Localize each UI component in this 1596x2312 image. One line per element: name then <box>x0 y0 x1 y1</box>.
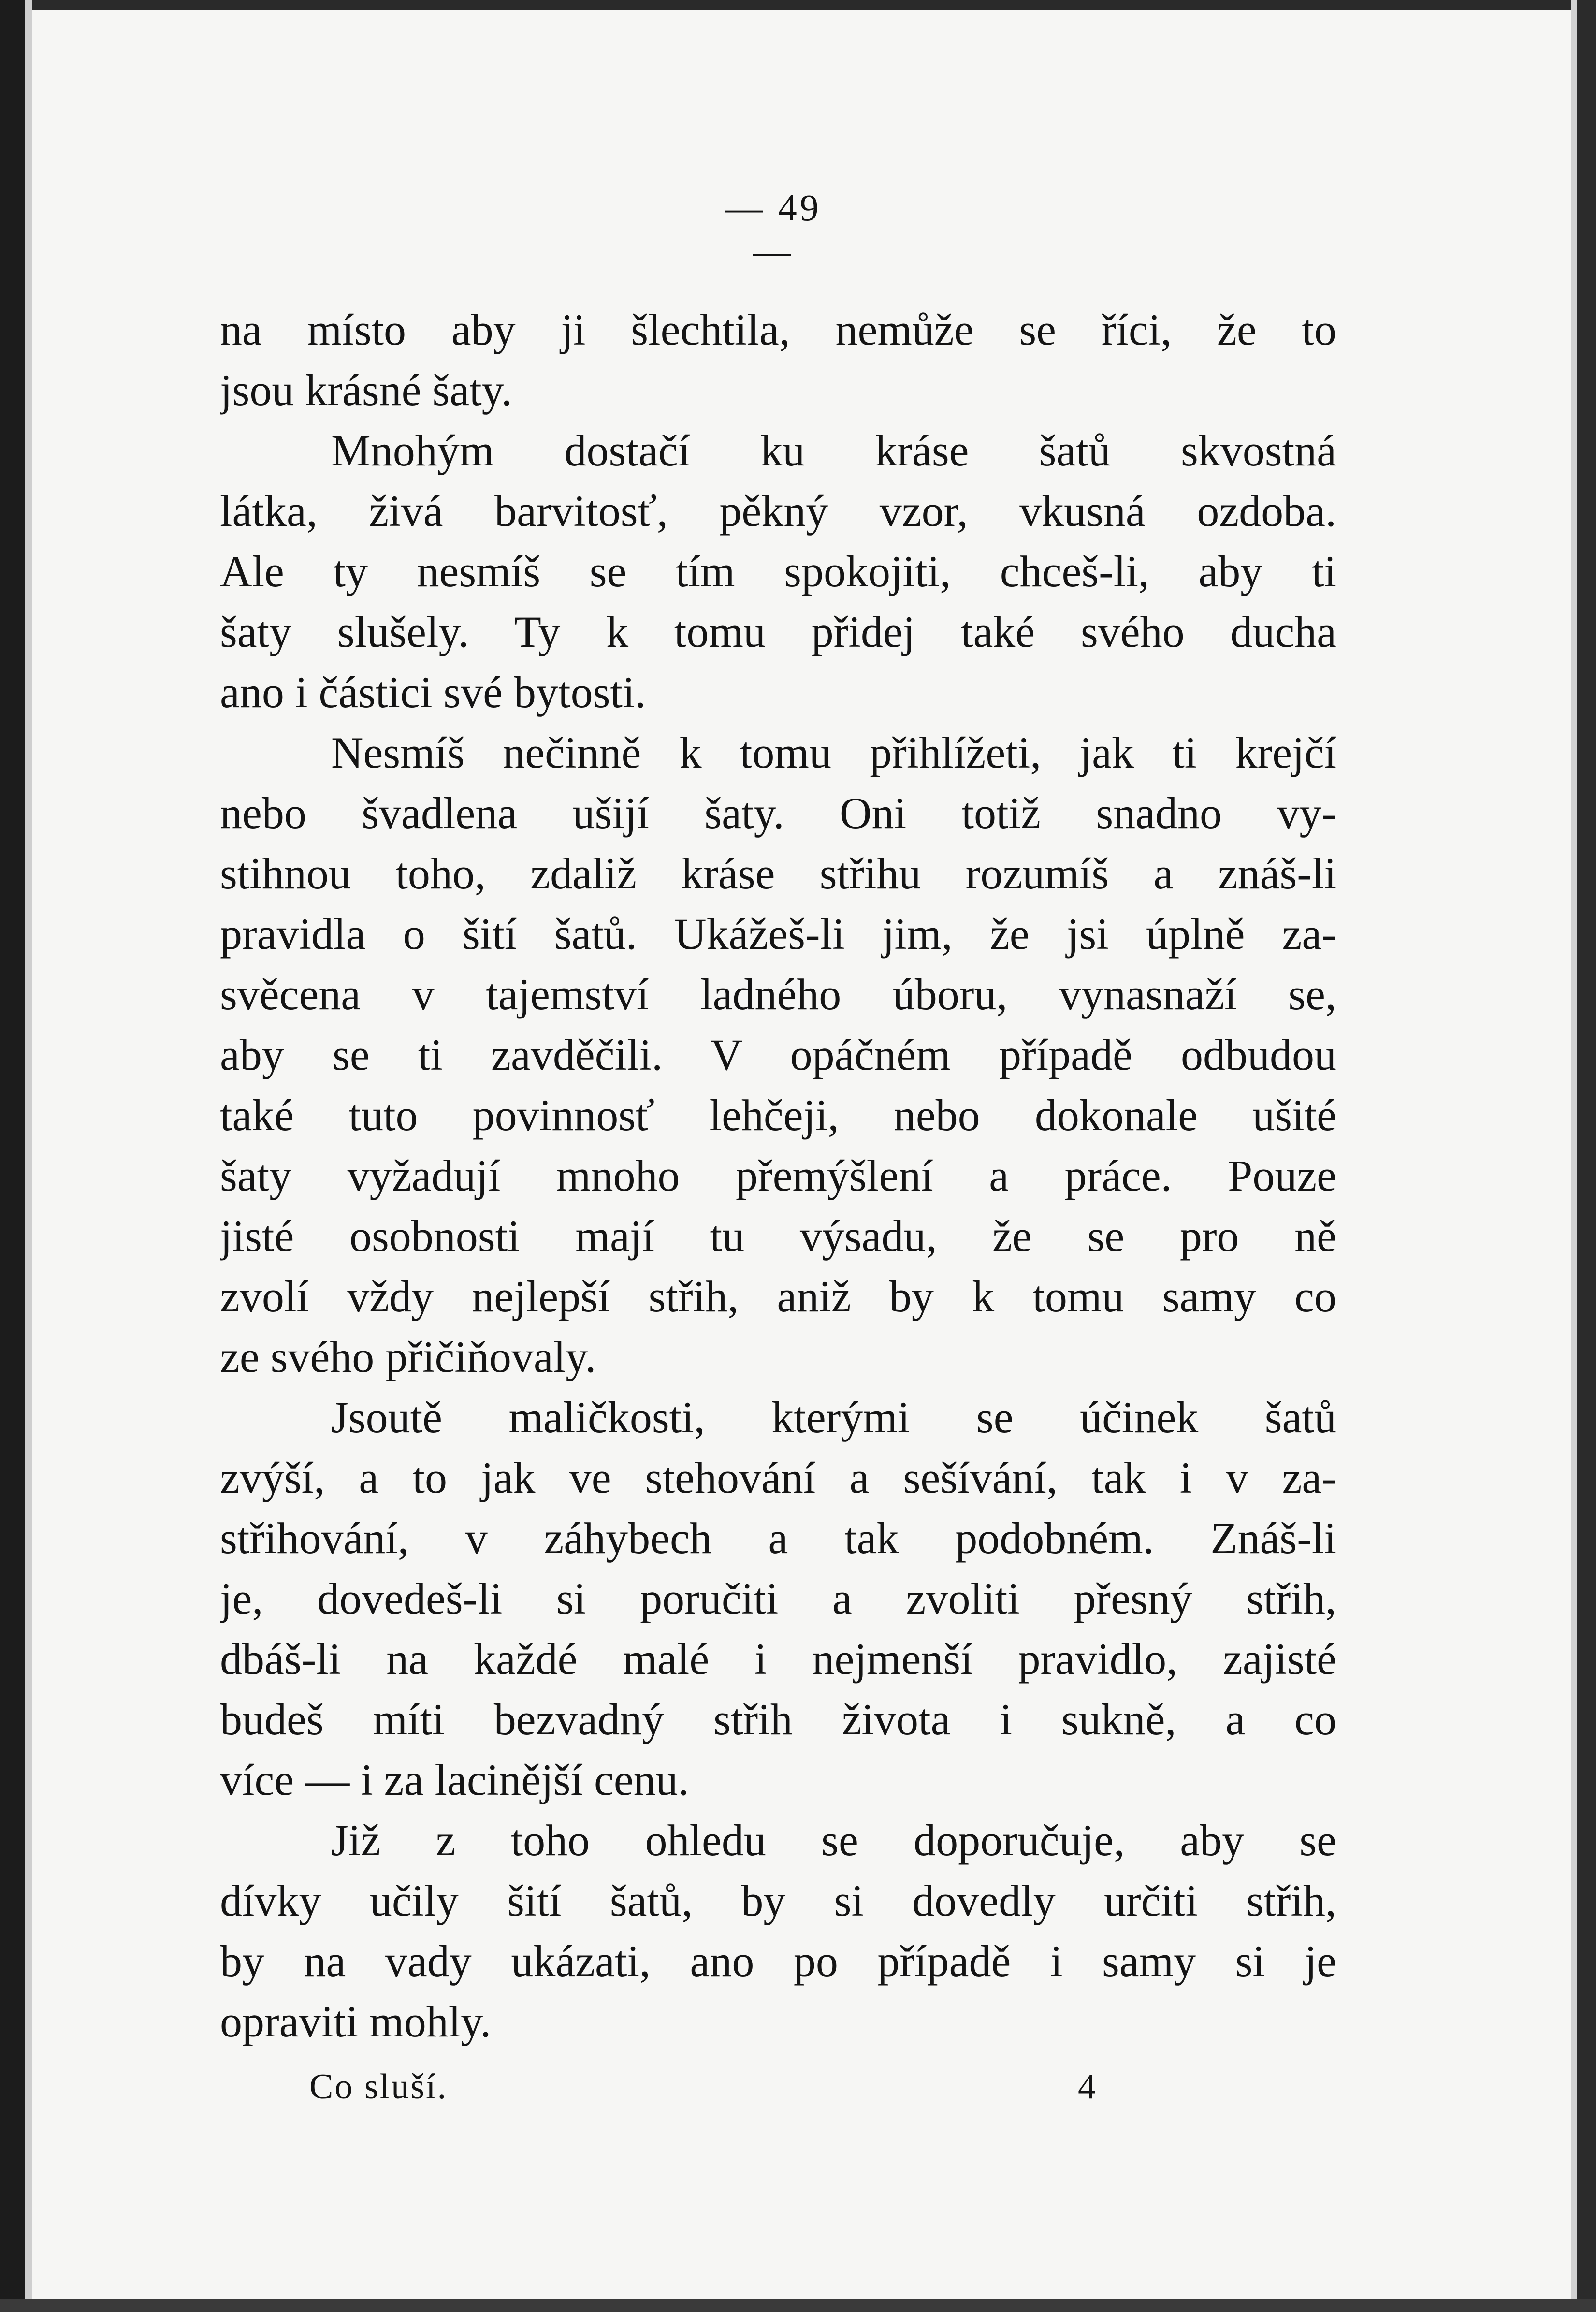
scan-edge-top <box>0 0 1596 10</box>
text-line: dívky učily šití šatů, by si dovedly určiti střih, <box>220 1876 1336 1925</box>
text-line: zvolí vždy nejlepší střih, aniž by k tomu samy co <box>220 1272 1336 1321</box>
page-number: — 49 — <box>725 187 822 272</box>
text-line: Ale ty nesmíš se tím spokojiti, chceš-li, aby ti <box>220 547 1336 596</box>
text-line: nebo švadlena ušijí šaty. Oni totiž snadno vy- <box>220 788 1336 838</box>
text-line: jisté osobnosti mají tu výsadu, že se pro ně <box>220 1211 1336 1261</box>
body-text <box>220 300 1336 2052</box>
text-line: také tuto povinnosť lehčeji, nebo dokonale ušité <box>220 1091 1336 1140</box>
scan-edge-left <box>0 0 25 2312</box>
text-line: více — i za lacinější cenu. <box>220 1755 689 1804</box>
page-footer <box>309 2066 1179 2120</box>
scan-edge-left-inner <box>25 0 32 2312</box>
text-line: ze svého přičiňovaly. <box>220 1332 596 1381</box>
text-line: Mnohým dostačí ku kráse šatů skvostná <box>331 426 1336 475</box>
scan-edge-bottom <box>0 2299 1596 2312</box>
text-line: látka, živá barvitosť, pěkný vzor, vkusná ozdoba. <box>220 486 1336 536</box>
text-line: jsou krásné šaty. <box>220 365 512 415</box>
text-line: ano i částici své bytosti. <box>220 668 646 717</box>
scan-edge-right <box>1577 0 1596 2312</box>
signature-mark: 4 <box>1078 2067 1096 2107</box>
text-line: svěcena v tajemství ladného úboru, vynasnaží se, <box>220 970 1336 1019</box>
text-line: budeš míti bezvadný střih života i sukně, a co <box>220 1695 1336 1744</box>
text-line: opraviti mohly. <box>220 1997 492 2046</box>
text-line: Již z toho ohledu se doporučuje, aby se <box>331 1816 1336 1865</box>
text-line: aby se ti zavděčili. V opáčném případě odbudou <box>220 1030 1336 1079</box>
text-line: na místo aby ji šlechtila, nemůže se říci, že to <box>220 305 1336 354</box>
text-line: Nesmíš nečinně k tomu přihlížeti, jak ti krejčí <box>331 728 1336 777</box>
text-line: šaty slušely. Ty k tomu přidej také svého ducha <box>220 607 1336 656</box>
text-line: střihování, v záhybech a tak podobném. Znáš-li <box>220 1513 1336 1563</box>
text-line: zvýší, a to jak ve stehování a sešívání, tak i v za- <box>220 1453 1336 1502</box>
text-line: by na vady ukázati, ano po případě i samy si je <box>220 1936 1336 1986</box>
text-line: stihnou toho, zdaliž kráse střihu rozumíš a znáš-li <box>220 849 1336 898</box>
text-line: je, dovedeš-li si poručiti a zvoliti přesný střih, <box>220 1574 1336 1623</box>
scan-edge-right-inner <box>1571 0 1577 2312</box>
text-line: dbáš-li na každé malé i nejmenší pravidlo, zajisté <box>220 1634 1336 1684</box>
signature-title: Co sluší. <box>309 2067 448 2107</box>
text-line: Jsoutě maličkosti, kterými se účinek šatů <box>331 1393 1336 1442</box>
text-line: šaty vyžadují mnoho přemýšlení a práce. Pouze <box>220 1151 1336 1200</box>
text-line: pravidla o šití šatů. Ukážeš-li jim, že jsi úplně za- <box>220 909 1336 959</box>
